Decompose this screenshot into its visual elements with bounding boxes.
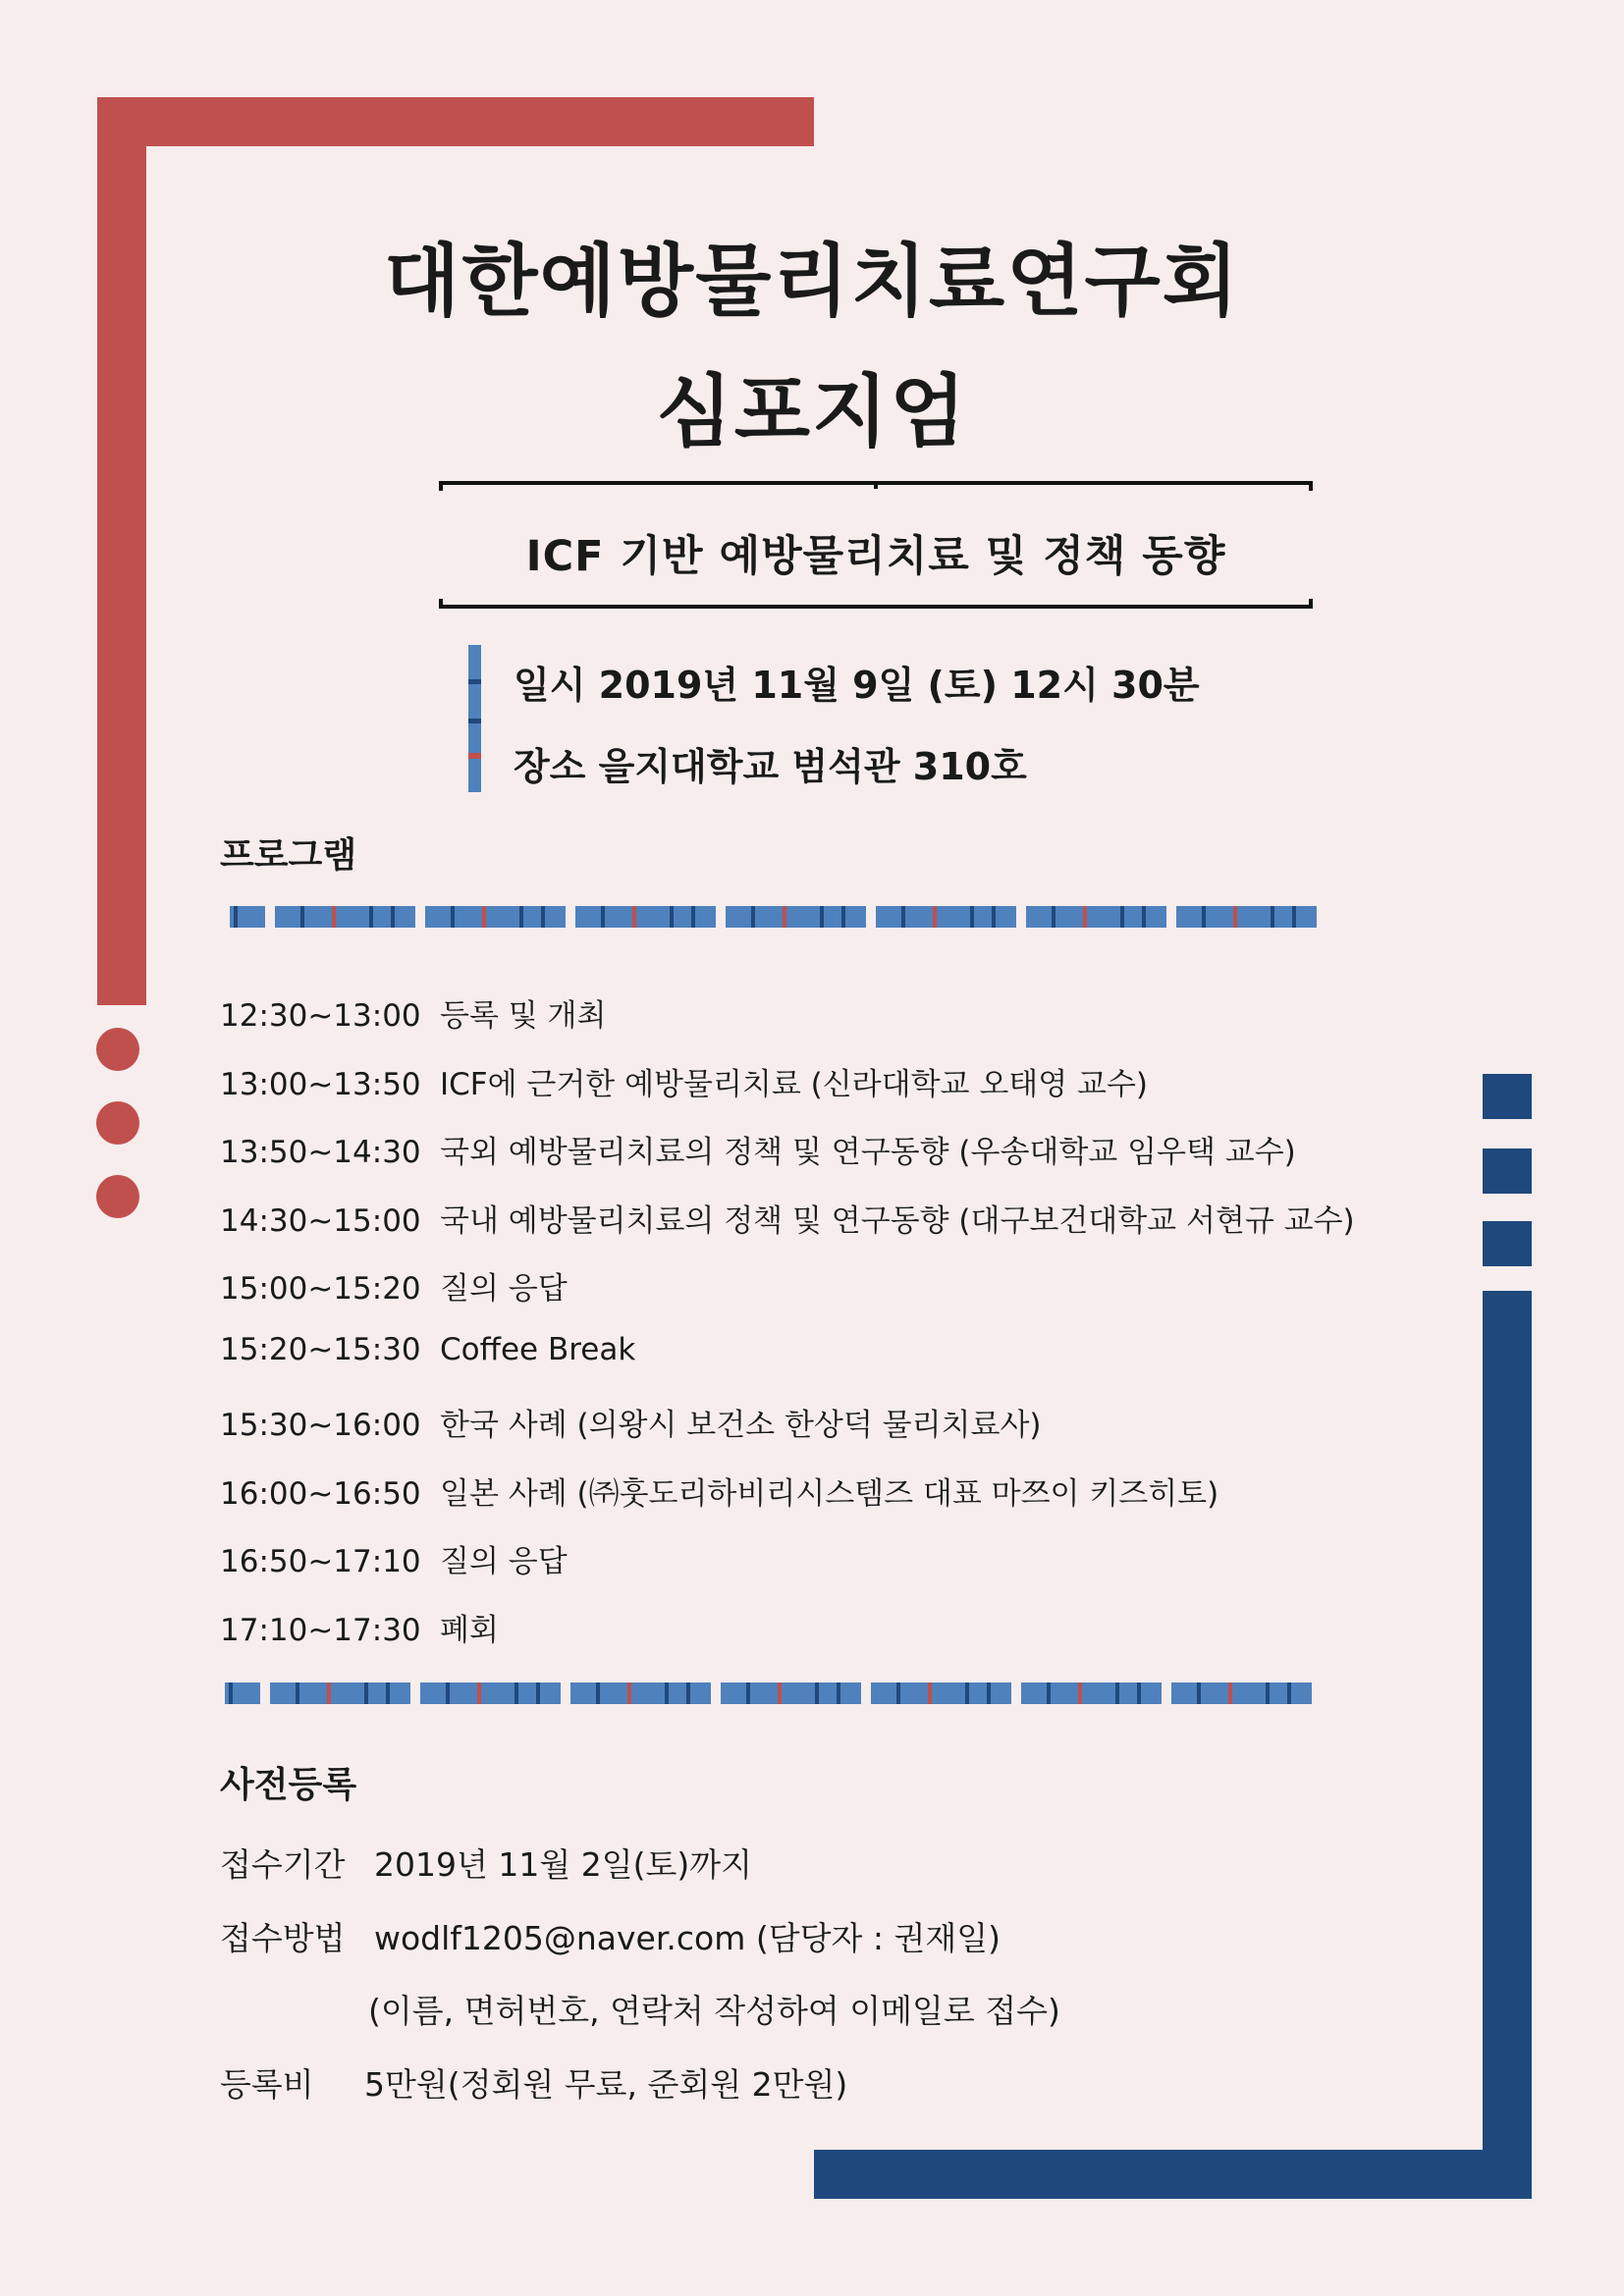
ruler-mark <box>596 1682 600 1704</box>
ruler-segment <box>1171 1682 1312 1704</box>
program-time: 12:30~13:00 <box>220 998 421 1034</box>
program-desc: 국내 예방물리치료의 정책 및 연구동향 (대구보건대학교 서현규 교수) <box>440 1203 1355 1239</box>
ruler-mark <box>1266 1682 1270 1704</box>
registration-heading: 사전등록 <box>220 1765 357 1805</box>
subtitle: ICF 기반 예방물리치료 및 정책 동향 <box>525 532 1226 581</box>
ruler-mark <box>601 906 605 928</box>
program-time: 16:50~17:10 <box>220 1544 421 1579</box>
ruler-mark <box>541 906 545 928</box>
ruler-mark <box>686 1682 690 1704</box>
ruler-segment <box>575 906 716 928</box>
ruler-mark <box>987 1682 991 1704</box>
ruler-segment <box>570 1682 711 1704</box>
ruler-segment <box>275 906 415 928</box>
ruler-mark <box>514 1682 518 1704</box>
program-row <box>220 1536 568 1580</box>
ruler-mark <box>1047 1682 1051 1704</box>
program-heading: 프로그램 <box>220 835 357 876</box>
ruler-mark <box>1052 906 1056 928</box>
ruler-mark <box>327 1682 331 1704</box>
program-time: 15:30~16:00 <box>220 1408 421 1443</box>
ruler-mark <box>992 906 996 928</box>
ruler-mark <box>519 906 523 928</box>
ruler-mark <box>1271 906 1274 928</box>
ruler-mark <box>751 906 755 928</box>
program-time: 17:10~17:30 <box>220 1613 421 1648</box>
program-row <box>220 1127 1296 1171</box>
divider-ruler-top <box>230 906 1445 928</box>
program-desc: 질의 응답 <box>440 1271 568 1307</box>
ruler-mark <box>970 906 974 928</box>
red-frame-left <box>97 97 146 1005</box>
navy-square <box>1483 1074 1532 1119</box>
divider-ruler-bottom <box>225 1682 1440 1704</box>
program-desc: 질의 응답 <box>440 1544 568 1579</box>
ruler-mark <box>391 906 395 928</box>
program-desc: 일본 사례 (㈜훗도리하비리시스템즈 대표 마쯔이 키즈히토) <box>440 1476 1219 1512</box>
registration-period-value: 2019년 11월 2일(토)까지 <box>374 1845 752 1884</box>
program-time: 13:00~13:50 <box>220 1067 421 1102</box>
ruler-segment <box>876 906 1016 928</box>
bracket-tick <box>874 481 878 489</box>
registration-fee-label: 등록비 <box>220 2065 314 2104</box>
ruler-segment <box>230 906 265 928</box>
ruler-mark <box>837 1682 840 1704</box>
ruler-mark <box>332 906 336 928</box>
registration-method-label: 접수방법 <box>220 1919 346 1957</box>
event-date: 일시 2019년 11월 9일 (토) 12시 30분 <box>514 664 1200 707</box>
ruler-mark <box>1202 906 1206 928</box>
program-row <box>220 990 606 1035</box>
ruler-mark <box>627 1682 631 1704</box>
ruler-mark <box>896 1682 900 1704</box>
registration-method-value: wodlf1205@naver.com (담당자 : 권재일) <box>374 1919 1001 1957</box>
subtitle-bracket-bottom <box>439 599 1313 609</box>
registration-period-label: 접수기간 <box>220 1845 346 1884</box>
red-dot <box>96 1175 139 1218</box>
ruler-mark <box>536 1682 540 1704</box>
ruler-segment <box>425 906 566 928</box>
program-row <box>220 1468 1218 1513</box>
ruler-mark <box>670 906 674 928</box>
ruler-mark <box>364 1682 368 1704</box>
ruler-mark <box>477 1682 481 1704</box>
ruler-mark <box>1078 1682 1082 1704</box>
ruler-mark <box>965 1682 969 1704</box>
ruler-segment <box>420 1682 561 1704</box>
ruler-mark <box>1228 1682 1232 1704</box>
ruler-mark <box>778 1682 782 1704</box>
program-row <box>220 1400 1042 1444</box>
ruler-mark <box>300 906 304 928</box>
program-row <box>220 1263 568 1308</box>
ruler-mark <box>234 906 238 928</box>
ruler-mark <box>841 906 845 928</box>
program-desc: Coffee Break <box>440 1332 636 1367</box>
ruler-mark <box>229 1682 233 1704</box>
navy-frame-right <box>1483 1291 1532 2199</box>
ruler-segment <box>1021 1682 1162 1704</box>
program-row <box>220 1605 499 1649</box>
ruler-mark <box>1142 906 1146 928</box>
ruler-mark <box>1120 906 1124 928</box>
ruler-mark <box>820 906 824 928</box>
program-time: 13:50~14:30 <box>220 1135 421 1170</box>
red-dot <box>96 1028 139 1071</box>
ruler-mark <box>665 1682 669 1704</box>
ruler-mark <box>1115 1682 1119 1704</box>
ruler-mark <box>1287 1682 1291 1704</box>
ruler-mark <box>1137 1682 1141 1704</box>
event-place: 장소 을지대학교 범석관 310호 <box>514 745 1027 788</box>
program-desc: 폐회 <box>440 1613 499 1648</box>
ruler-segment <box>726 906 866 928</box>
ruler-segment <box>225 1682 260 1704</box>
ruler-mark <box>691 906 695 928</box>
navy-frame-bottom <box>814 2150 1532 2199</box>
ruler-mark <box>901 906 905 928</box>
ruler-mark <box>1292 906 1296 928</box>
ruler-segment <box>721 1682 861 1704</box>
program-desc: 등록 및 개최 <box>440 998 607 1034</box>
program-desc: ICF에 근거한 예방물리치료 (신라대학교 오태영 교수) <box>440 1067 1148 1102</box>
ruler-segment <box>270 1682 410 1704</box>
poster-title-line2: 심포지엄 <box>656 366 968 457</box>
ruler-mark <box>296 1682 299 1704</box>
ruler-mark <box>815 1682 819 1704</box>
navy-square <box>1483 1221 1532 1266</box>
program-time: 15:20~15:30 <box>220 1332 421 1367</box>
ruler-segment <box>1026 906 1166 928</box>
program-row <box>220 1332 635 1367</box>
program-time: 16:00~16:50 <box>220 1476 421 1512</box>
program-time: 15:00~15:20 <box>220 1271 421 1307</box>
registration-fee-value: 5만원(정회원 무료, 준회원 2만원) <box>364 2065 848 2104</box>
red-dot <box>96 1101 139 1145</box>
ruler-mark <box>482 906 486 928</box>
ruler-mark <box>783 906 786 928</box>
info-side-bar <box>468 645 481 792</box>
program-time: 14:30~15:00 <box>220 1203 421 1239</box>
registration-method-note: (이름, 면허번호, 연락처 작성하여 이메일로 접수) <box>368 1992 1060 2030</box>
navy-square <box>1483 1148 1532 1194</box>
ruler-mark <box>386 1682 390 1704</box>
ruler-mark <box>451 906 455 928</box>
ruler-mark <box>746 1682 750 1704</box>
ruler-mark <box>446 1682 450 1704</box>
program-row <box>220 1059 1148 1103</box>
ruler-segment <box>871 1682 1011 1704</box>
poster-title-line1: 대한예방물리치료연구회 <box>383 236 1241 327</box>
program-desc: 국외 예방물리치료의 정책 및 연구동향 (우송대학교 임우택 교수) <box>440 1135 1296 1170</box>
ruler-segment <box>1176 906 1317 928</box>
ruler-mark <box>369 906 373 928</box>
ruler-mark <box>928 1682 932 1704</box>
ruler-mark <box>1233 906 1237 928</box>
red-frame-top <box>97 97 814 146</box>
ruler-mark <box>933 906 937 928</box>
program-row <box>220 1196 1355 1240</box>
program-desc: 한국 사례 (의왕시 보건소 한상덕 물리치료사) <box>440 1408 1042 1443</box>
ruler-mark <box>1197 1682 1201 1704</box>
ruler-mark <box>632 906 636 928</box>
ruler-mark <box>1083 906 1087 928</box>
